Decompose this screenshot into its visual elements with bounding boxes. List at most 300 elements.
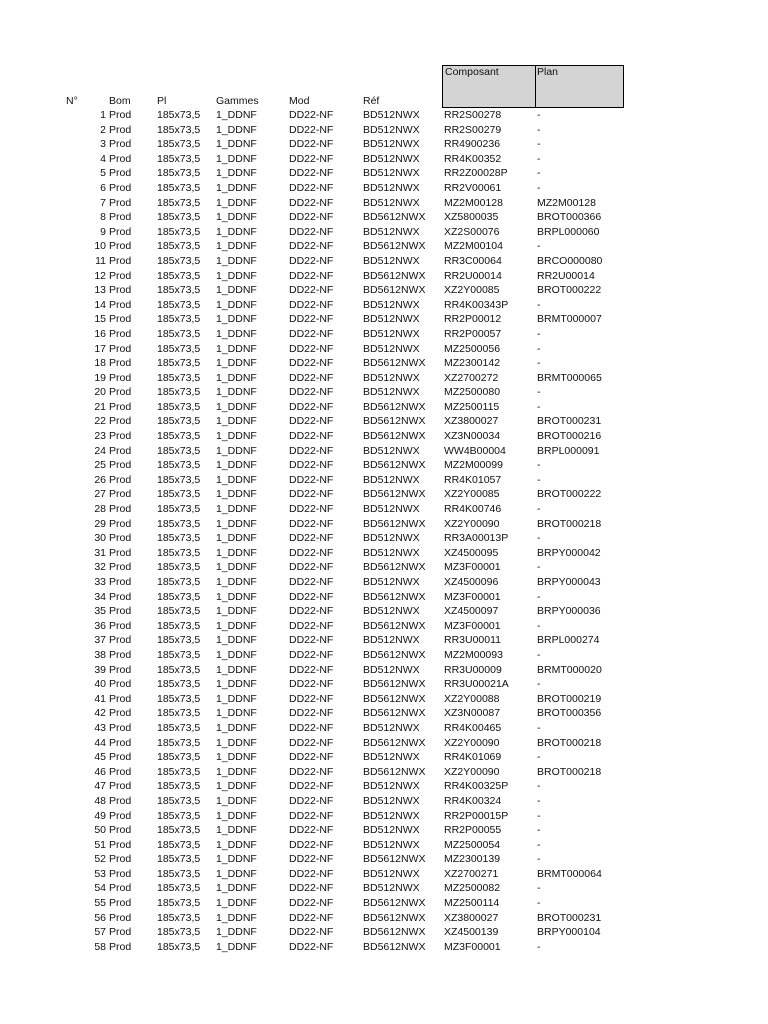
plan-cell: BRMT000065	[537, 371, 602, 384]
row-number: 21	[94, 400, 106, 413]
mod-cell: DD22-NF	[289, 503, 334, 516]
plan-cell: -	[537, 167, 541, 180]
gammes-cell: 1_DDNF	[216, 400, 257, 413]
gammes-cell: 1_DDNF	[216, 619, 257, 632]
pl-cell: 185x73,5	[157, 736, 201, 749]
row-number: 8	[100, 211, 106, 224]
gammes-cell: 1_DDNF	[216, 853, 257, 866]
composant-cell: RR3A00013P	[444, 532, 509, 545]
plan-cell: BROT000222	[537, 488, 602, 501]
gammes-cell: 1_DDNF	[216, 882, 257, 895]
row-number: 51	[94, 838, 106, 851]
bom-cell: Prod	[109, 561, 132, 574]
ref-cell: BD5612NWX	[363, 211, 426, 224]
gammes-cell: 1_DDNF	[216, 444, 257, 457]
ref-cell: BD5612NWX	[363, 590, 426, 603]
bom-cell: Prod	[109, 225, 132, 238]
pl-cell: 185x73,5	[157, 911, 201, 924]
plan-cell: BROT000219	[537, 692, 602, 705]
row-number: 42	[94, 707, 106, 720]
mod-cell: DD22-NF	[289, 298, 334, 311]
composant-cell: MZ2500056	[444, 342, 501, 355]
pl-cell: 185x73,5	[157, 386, 201, 399]
mod-cell: DD22-NF	[289, 576, 334, 588]
row-number: 7	[100, 196, 106, 209]
composant-cell: XZ4500095	[444, 546, 499, 559]
composant-cell: MZ2500082	[444, 882, 501, 895]
plan-cell: -	[537, 882, 541, 895]
mod-cell: DD22-NF	[289, 605, 334, 618]
composant-cell: RR4K00465	[444, 721, 502, 734]
pl-cell: 185x73,5	[157, 109, 201, 121]
row-number: 11	[95, 254, 106, 267]
ref-cell: BD5612NWX	[363, 897, 426, 910]
ref-cell: BD512NWX	[363, 503, 420, 516]
pl-cell: 185x73,5	[157, 561, 201, 574]
composant-cell: RR4K01069	[444, 751, 502, 764]
plan-cell: BRPL000060	[537, 225, 600, 238]
pl-cell: 185x73,5	[157, 400, 201, 413]
row-number: 41	[94, 692, 106, 705]
plan-cell: -	[537, 838, 541, 851]
composant-cell: XZ2Y00090	[444, 765, 500, 778]
pl-cell: 185x73,5	[157, 692, 201, 705]
plan-cell: BRPL000091	[537, 444, 600, 457]
ref-cell: BD512NWX	[363, 386, 420, 399]
pl-cell: 185x73,5	[157, 371, 201, 384]
row-number: 23	[94, 430, 106, 443]
gammes-cell: 1_DDNF	[216, 838, 257, 851]
ref-cell: BD512NWX	[363, 313, 420, 326]
composant-cell: RR4K00325P	[444, 780, 509, 793]
pl-cell: 185x73,5	[157, 415, 201, 428]
row-number: 54	[94, 882, 106, 895]
composant-cell: RR2Z00028P	[444, 167, 508, 180]
plan-cell: BRCO000080	[537, 254, 603, 267]
table-row	[0, 663, 768, 678]
table-row	[0, 137, 768, 152]
bom-cell: Prod	[109, 824, 132, 837]
row-number: 30	[94, 532, 106, 545]
pl-cell: 185x73,5	[157, 780, 201, 793]
ref-cell: BD5612NWX	[363, 400, 426, 413]
mod-cell: DD22-NF	[289, 138, 334, 151]
composant-cell: XZ2Y00090	[444, 736, 500, 749]
row-number: 13	[94, 284, 106, 297]
ref-cell: BD5612NWX	[363, 678, 426, 691]
plan-cell: -	[537, 721, 541, 734]
mod-cell: DD22-NF	[289, 444, 334, 457]
ref-cell: BD512NWX	[363, 152, 420, 165]
mod-cell: DD22-NF	[289, 269, 334, 282]
table-row	[0, 604, 768, 619]
row-number: 45	[94, 751, 106, 764]
plan-cell: -	[537, 897, 541, 910]
ref-cell: BD512NWX	[363, 342, 420, 355]
table-row	[0, 692, 768, 707]
composant-cell: RR3C00064	[444, 254, 502, 267]
bom-cell: Prod	[109, 736, 132, 749]
ref-cell: BD512NWX	[363, 196, 420, 209]
table-row	[0, 838, 768, 853]
plan-cell: -	[537, 109, 541, 121]
pl-cell: 185x73,5	[157, 867, 201, 880]
gammes-cell: 1_DDNF	[216, 342, 257, 355]
plan-cell: -	[537, 473, 541, 486]
bom-cell: Prod	[109, 867, 132, 880]
row-number: 32	[94, 561, 106, 574]
table-row	[0, 196, 768, 211]
row-number: 10	[94, 240, 106, 253]
table-row	[0, 152, 768, 167]
table-row	[0, 400, 768, 415]
ref-cell: BD512NWX	[363, 123, 420, 136]
pl-cell: 185x73,5	[157, 254, 201, 267]
ref-cell: BD5612NWX	[363, 853, 426, 866]
bom-cell: Prod	[109, 853, 132, 866]
ref-cell: BD512NWX	[363, 254, 420, 267]
composant-cell: XZ2700271	[444, 867, 499, 880]
ref-cell: BD512NWX	[363, 605, 420, 618]
bom-cell: Prod	[109, 911, 132, 924]
table-row	[0, 487, 768, 502]
composant-cell: MZ2M00128	[444, 196, 503, 209]
gammes-cell: 1_DDNF	[216, 459, 257, 472]
mod-cell: DD22-NF	[289, 590, 334, 603]
bom-cell: Prod	[109, 459, 132, 472]
bom-cell: Prod	[109, 707, 132, 720]
ref-cell: BD512NWX	[363, 444, 420, 457]
composant-cell: MZ3F00001	[444, 940, 501, 953]
table-row	[0, 590, 768, 605]
plan-cell: -	[537, 357, 541, 370]
composant-cell: RR3U00021A	[444, 678, 509, 691]
composant-cell: MZ3F00001	[444, 561, 501, 574]
row-number: 44	[94, 736, 106, 749]
bom-cell: Prod	[109, 503, 132, 516]
pl-cell: 185x73,5	[157, 459, 201, 472]
bom-cell: Prod	[109, 196, 132, 209]
gammes-cell: 1_DDNF	[216, 780, 257, 793]
gammes-cell: 1_DDNF	[216, 181, 257, 194]
ref-header: Réf	[363, 95, 380, 107]
mod-cell: DD22-NF	[289, 619, 334, 632]
gammes-cell: 1_DDNF	[216, 736, 257, 749]
row-number: 56	[94, 911, 106, 924]
row-number: 6	[100, 181, 106, 194]
mod-cell: DD22-NF	[289, 692, 334, 705]
row-number: 27	[94, 488, 106, 501]
table-row	[0, 706, 768, 721]
table-row	[0, 444, 768, 459]
plan-cell: -	[537, 619, 541, 632]
table-row	[0, 750, 768, 765]
row-number: 29	[94, 517, 106, 530]
ref-cell: BD512NWX	[363, 167, 420, 180]
row-number: 2	[100, 123, 106, 136]
table-row	[0, 911, 768, 926]
pl-cell: 185x73,5	[157, 794, 201, 807]
gammes-cell: 1_DDNF	[216, 196, 257, 209]
composant-cell: XZ2Y00088	[444, 692, 500, 705]
composant-cell: MZ2500115	[444, 400, 500, 413]
mod-cell: DD22-NF	[289, 254, 334, 267]
pl-cell: 185x73,5	[157, 269, 201, 282]
composant-cell: MZ2500114	[444, 897, 500, 910]
pl-cell: 185x73,5	[157, 605, 201, 618]
pl-cell: 185x73,5	[157, 532, 201, 545]
row-number: 49	[94, 809, 106, 822]
row-number: 9	[100, 225, 106, 238]
plan-cell: BRMT000064	[537, 867, 602, 880]
ref-cell: BD5612NWX	[363, 692, 426, 705]
plan-cell: BROT000366	[537, 211, 602, 224]
table-row	[0, 619, 768, 634]
pl-cell: 185x73,5	[157, 327, 201, 340]
plan-cell: BROT000231	[537, 911, 602, 924]
bom-cell: Prod	[109, 371, 132, 384]
bom-cell: Prod	[109, 342, 132, 355]
composant-cell: XZ3N00034	[444, 430, 501, 443]
pl-cell: 185x73,5	[157, 342, 201, 355]
bom-cell: Prod	[109, 634, 132, 647]
ref-cell: BD512NWX	[363, 532, 420, 545]
mod-cell: DD22-NF	[289, 707, 334, 720]
table-row	[0, 458, 768, 473]
composant-cell: RR2P00057	[444, 327, 502, 340]
row-number: 12	[94, 269, 106, 282]
row-number: 55	[94, 897, 106, 910]
bom-cell: Prod	[109, 488, 132, 501]
bom-cell: Prod	[109, 386, 132, 399]
mod-header: Mod	[289, 95, 310, 107]
mod-cell: DD22-NF	[289, 196, 334, 209]
mod-cell: DD22-NF	[289, 313, 334, 326]
mod-cell: DD22-NF	[289, 152, 334, 165]
data-table	[0, 108, 768, 954]
ref-cell: BD5612NWX	[363, 911, 426, 924]
row-number: 14	[94, 298, 106, 311]
ref-cell: BD512NWX	[363, 225, 420, 238]
table-row	[0, 429, 768, 444]
gammes-cell: 1_DDNF	[216, 678, 257, 691]
gammes-cell: 1_DDNF	[216, 751, 257, 764]
row-number: 24	[94, 444, 106, 457]
bom-cell: Prod	[109, 473, 132, 486]
mod-cell: DD22-NF	[289, 473, 334, 486]
ref-cell: BD512NWX	[363, 109, 420, 121]
row-number: 38	[94, 648, 106, 661]
bom-cell: Prod	[109, 444, 132, 457]
row-number: 3	[100, 138, 106, 151]
ref-cell: BD5612NWX	[363, 488, 426, 501]
composant-cell: MZ3F00001	[444, 619, 501, 632]
gammes-cell: 1_DDNF	[216, 897, 257, 910]
table-row	[0, 517, 768, 532]
table-row	[0, 269, 768, 284]
bom-cell: Prod	[109, 123, 132, 136]
bom-cell: Prod	[109, 897, 132, 910]
bom-cell: Prod	[109, 415, 132, 428]
gammes-cell: 1_DDNF	[216, 386, 257, 399]
gammes-cell: 1_DDNF	[216, 532, 257, 545]
mod-cell: DD22-NF	[289, 853, 334, 866]
row-number: 4	[100, 152, 106, 165]
pl-cell: 185x73,5	[157, 590, 201, 603]
table-row	[0, 823, 768, 838]
plan-cell: -	[537, 123, 541, 136]
table-row	[0, 502, 768, 517]
row-number: 33	[94, 576, 106, 588]
row-number: 19	[94, 371, 106, 384]
composant-cell: RR2P00015P	[444, 809, 509, 822]
plan-cell: -	[537, 240, 541, 253]
table-row	[0, 414, 768, 429]
ref-cell: BD512NWX	[363, 634, 420, 647]
mod-cell: DD22-NF	[289, 882, 334, 895]
ref-cell: BD5612NWX	[363, 284, 426, 297]
bom-cell: Prod	[109, 838, 132, 851]
table-row	[0, 881, 768, 896]
plan-cell: -	[537, 780, 541, 793]
bom-cell: Prod	[109, 269, 132, 282]
mod-cell: DD22-NF	[289, 167, 334, 180]
pl-cell: 185x73,5	[157, 663, 201, 676]
row-number: 53	[94, 867, 106, 880]
bom-cell: Prod	[109, 780, 132, 793]
composant-cell: XZ3N00087	[444, 707, 501, 720]
pl-cell: 185x73,5	[157, 648, 201, 661]
plan-cell: BRMT000007	[537, 313, 602, 326]
pl-cell: 185x73,5	[157, 313, 201, 326]
composant-cell: MZ2500080	[444, 386, 501, 399]
mod-cell: DD22-NF	[289, 780, 334, 793]
ref-cell: BD5612NWX	[363, 707, 426, 720]
plan-cell: BROT000218	[537, 517, 602, 530]
mod-cell: DD22-NF	[289, 371, 334, 384]
plan-header: Plan	[537, 66, 559, 78]
bom-cell: Prod	[109, 546, 132, 559]
pl-cell: 185x73,5	[157, 503, 201, 516]
pl-cell: 185x73,5	[157, 430, 201, 443]
table-row	[0, 327, 768, 342]
mod-cell: DD22-NF	[289, 940, 334, 953]
plan-cell: -	[537, 940, 541, 953]
mod-cell: DD22-NF	[289, 181, 334, 194]
bom-cell: Prod	[109, 882, 132, 895]
plan-cell: BROT000222	[537, 284, 602, 297]
plan-cell: -	[537, 590, 541, 603]
ref-cell: BD5612NWX	[363, 648, 426, 661]
ref-cell: BD512NWX	[363, 576, 420, 588]
pl-cell: 185x73,5	[157, 284, 201, 297]
composant-cell: XZ4500096	[444, 576, 499, 588]
table-row	[0, 108, 768, 123]
composant-cell: MZ2500054	[444, 838, 501, 851]
mod-cell: DD22-NF	[289, 240, 334, 253]
table-row	[0, 312, 768, 327]
row-number: 36	[94, 619, 106, 632]
table-row	[0, 809, 768, 824]
gammes-cell: 1_DDNF	[216, 926, 257, 939]
gammes-cell: 1_DDNF	[216, 546, 257, 559]
bom-header: Bom	[109, 95, 131, 107]
gammes-cell: 1_DDNF	[216, 269, 257, 282]
table-row	[0, 779, 768, 794]
plan-cell: -	[537, 138, 541, 151]
ref-cell: BD5612NWX	[363, 619, 426, 632]
mod-cell: DD22-NF	[289, 751, 334, 764]
bom-cell: Prod	[109, 619, 132, 632]
mod-cell: DD22-NF	[289, 123, 334, 136]
composant-cell: MZ2M00104	[444, 240, 503, 253]
bom-cell: Prod	[109, 663, 132, 676]
ref-cell: BD512NWX	[363, 138, 420, 151]
bom-cell: Prod	[109, 605, 132, 618]
gammes-cell: 1_DDNF	[216, 809, 257, 822]
composant-cell: RR4K00352	[444, 152, 502, 165]
table-row	[0, 239, 768, 254]
pl-cell: 185x73,5	[157, 240, 201, 253]
row-number: 25	[94, 459, 106, 472]
bom-cell: Prod	[109, 765, 132, 778]
plan-cell: -	[537, 342, 541, 355]
ref-cell: BD512NWX	[363, 181, 420, 194]
row-number: 35	[94, 605, 106, 618]
mod-cell: DD22-NF	[289, 634, 334, 647]
mod-cell: DD22-NF	[289, 926, 334, 939]
gammes-cell: 1_DDNF	[216, 721, 257, 734]
gammes-cell: 1_DDNF	[216, 503, 257, 516]
row-number: 46	[94, 765, 106, 778]
gammes-cell: 1_DDNF	[216, 911, 257, 924]
table-row	[0, 225, 768, 240]
gammes-cell: 1_DDNF	[216, 371, 257, 384]
bom-cell: Prod	[109, 692, 132, 705]
gammes-cell: 1_DDNF	[216, 167, 257, 180]
plan-cell: BRPY000043	[537, 576, 601, 588]
mod-cell: DD22-NF	[289, 867, 334, 880]
pl-cell: 185x73,5	[157, 444, 201, 457]
pl-cell: 185x73,5	[157, 196, 201, 209]
ref-cell: BD512NWX	[363, 327, 420, 340]
table-row	[0, 531, 768, 546]
composant-cell: MZ2300139	[444, 853, 501, 866]
ref-cell: BD512NWX	[363, 882, 420, 895]
plan-cell: BRPY000042	[537, 546, 601, 559]
plan-cell: -	[537, 824, 541, 837]
composant-cell: XZ3800027	[444, 911, 499, 924]
composant-cell: RR4900236	[444, 138, 501, 151]
bom-cell: Prod	[109, 532, 132, 545]
plan-cell: -	[537, 561, 541, 574]
plan-cell: -	[537, 532, 541, 545]
row-number: 57	[94, 926, 106, 939]
mod-cell: DD22-NF	[289, 736, 334, 749]
bom-cell: Prod	[109, 794, 132, 807]
table-row	[0, 736, 768, 751]
gammes-cell: 1_DDNF	[216, 211, 257, 224]
composant-cell: XZ3800027	[444, 415, 499, 428]
table-row	[0, 210, 768, 225]
ref-cell: BD5612NWX	[363, 561, 426, 574]
pl-cell: 185x73,5	[157, 634, 201, 647]
gammes-cell: 1_DDNF	[216, 634, 257, 647]
plan-cell: -	[537, 400, 541, 413]
ref-cell: BD512NWX	[363, 721, 420, 734]
pl-cell: 185x73,5	[157, 853, 201, 866]
mod-cell: DD22-NF	[289, 663, 334, 676]
